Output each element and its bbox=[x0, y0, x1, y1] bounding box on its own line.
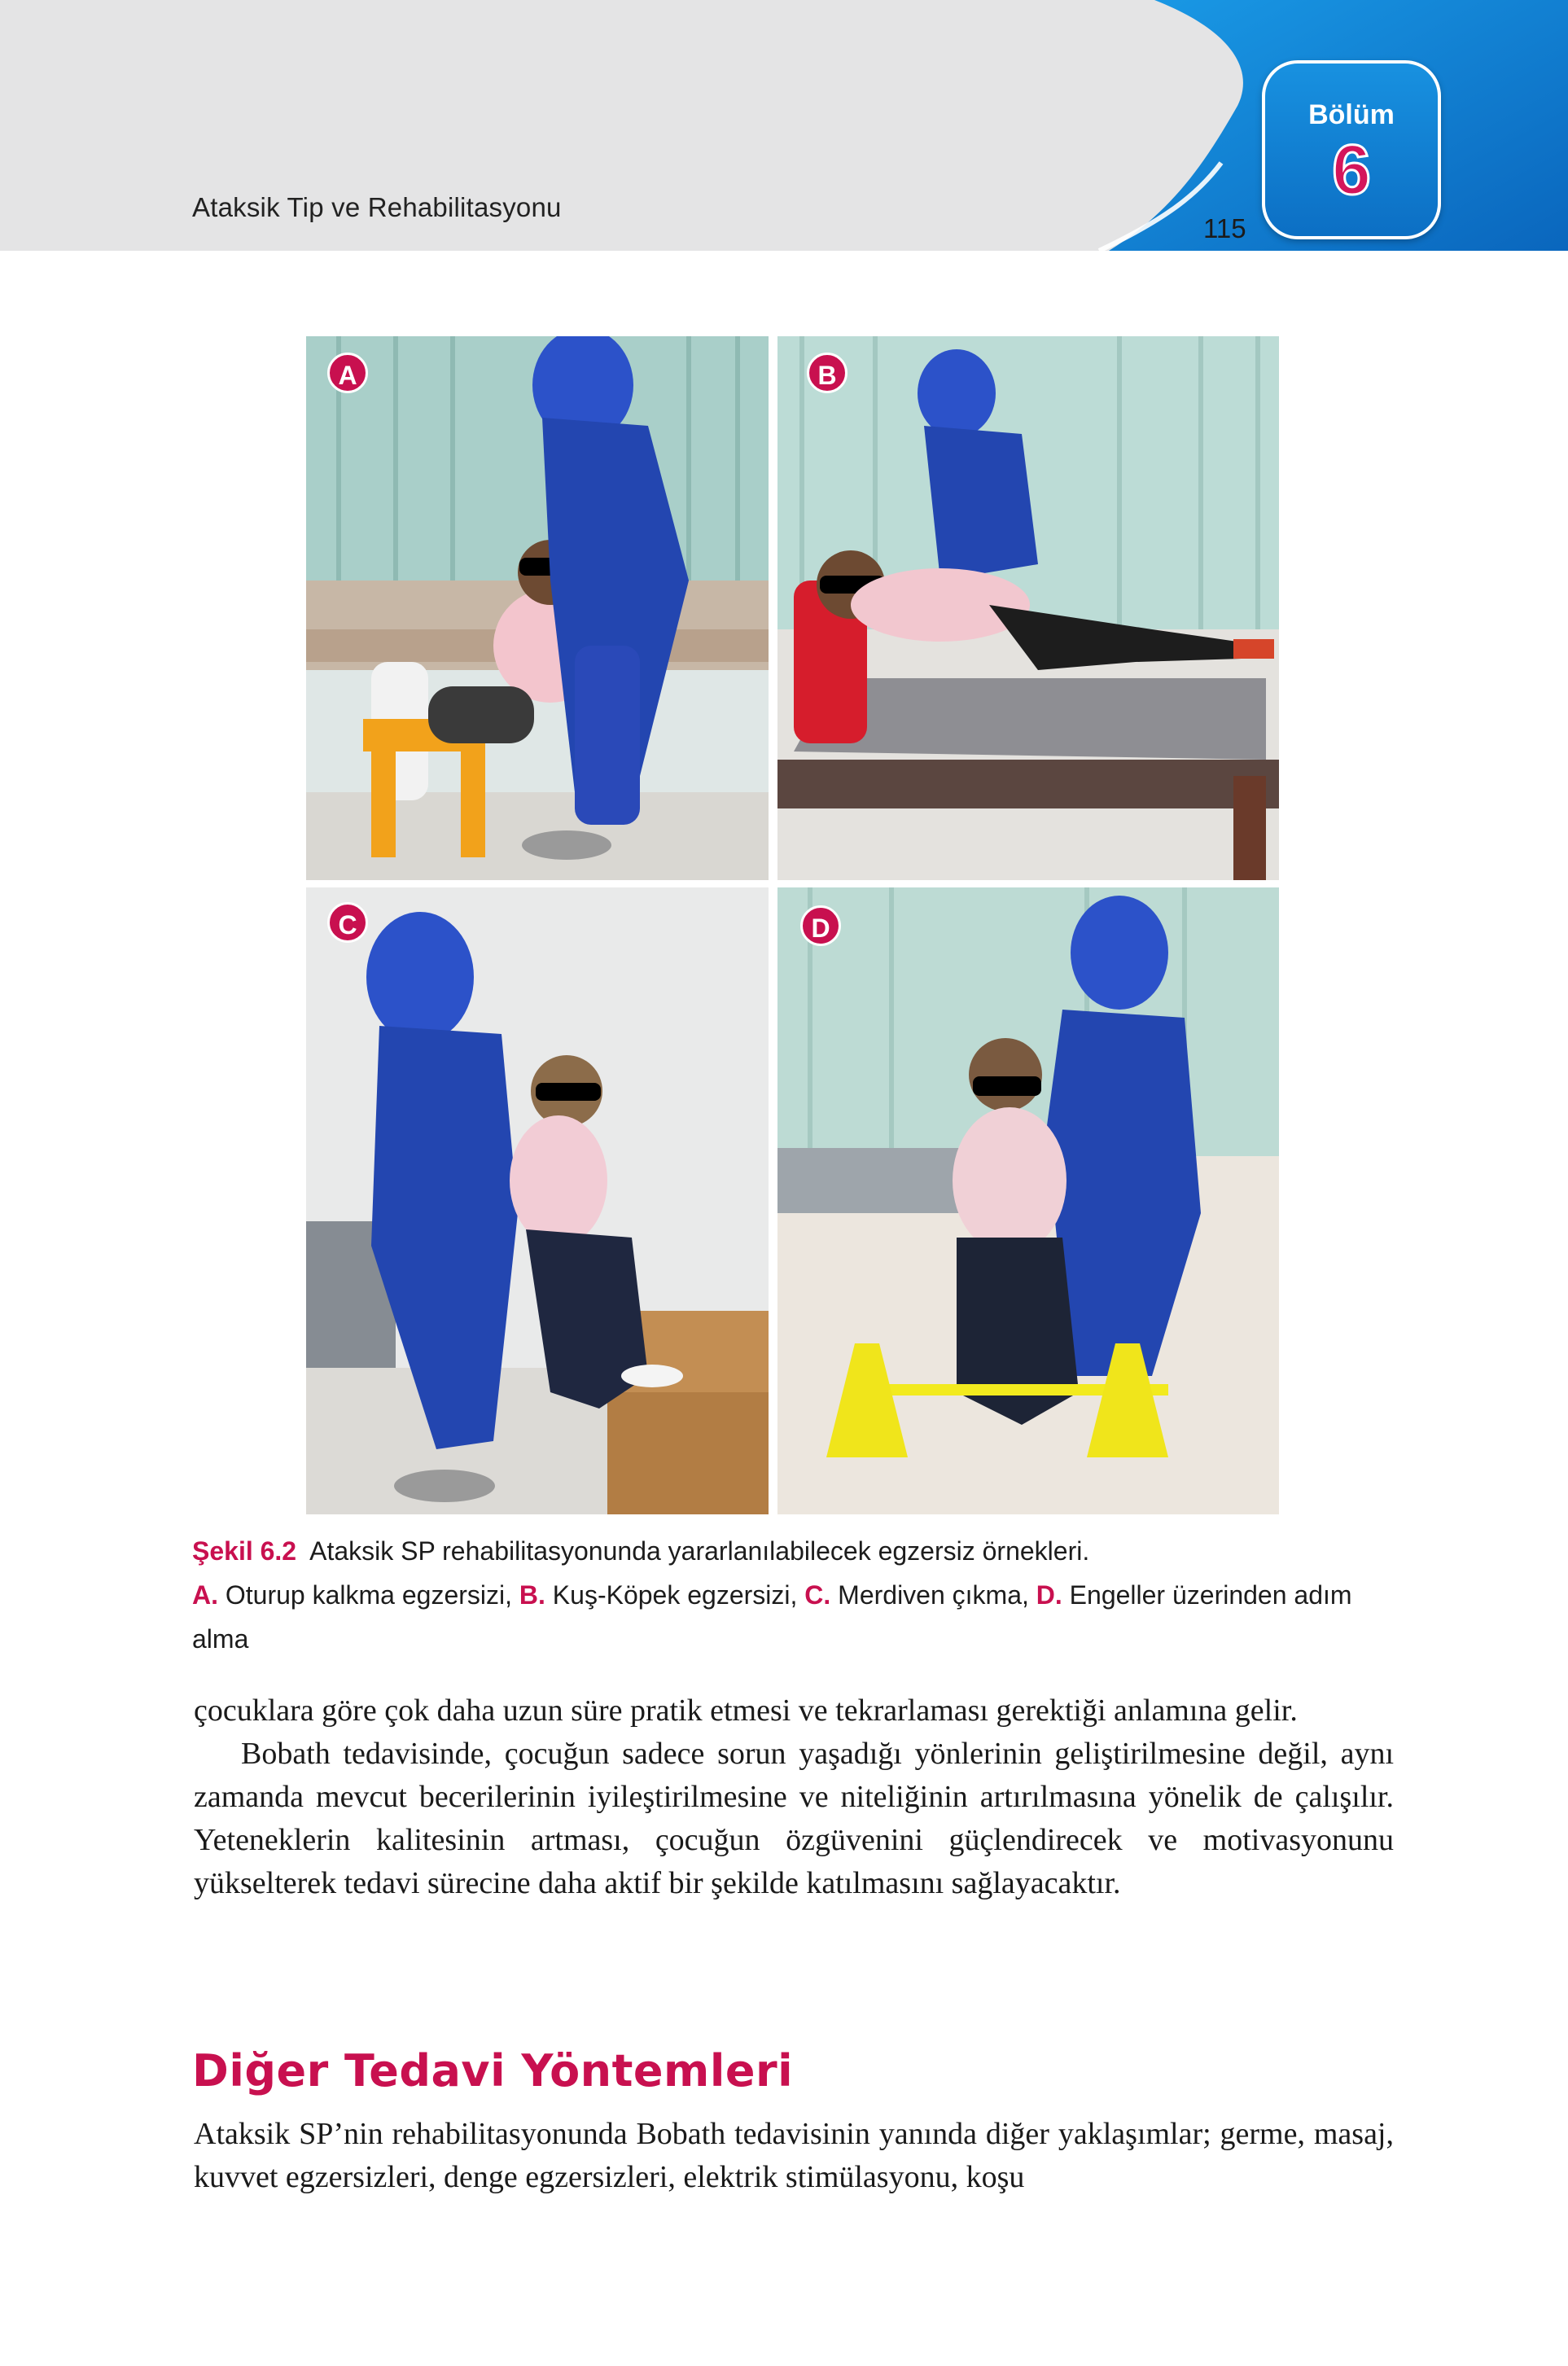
figure-id: Şekil 6.2 bbox=[192, 1536, 297, 1566]
paragraph-continuation: çocuklara göre çok daha uzun süre pratik etmesi ve tekrarlaması gerektiği anlamına gelir. bbox=[194, 1693, 1298, 1728]
chapter-number: 6 bbox=[1332, 131, 1371, 209]
caption-line-2 bbox=[192, 1573, 1413, 1661]
photo-panel-a bbox=[306, 336, 769, 880]
chapter-label: Bölüm bbox=[1308, 99, 1395, 130]
photo-c-illustration bbox=[306, 887, 769, 1514]
caption-line-1 bbox=[192, 1529, 1413, 1573]
photo-panel-c bbox=[306, 887, 769, 1514]
running-title: Ataksik Tip ve Rehabilitasyonu bbox=[192, 192, 562, 222]
caption-letter-d: D. bbox=[1036, 1580, 1062, 1610]
photo-b-illustration bbox=[777, 336, 1279, 880]
caption-item-c: Merdiven çıkma, bbox=[838, 1580, 1029, 1610]
photo-panel-d bbox=[777, 887, 1279, 1514]
photo-a-illustration bbox=[306, 336, 769, 880]
caption-letter-b: B. bbox=[519, 1580, 545, 1610]
caption-letter-a: A. bbox=[192, 1580, 218, 1610]
paragraph-other-methods: Ataksik SP’nin rehabilitasyonunda Bobath tedavisinin yanında diğer yaklaşımlar; germe, masaj, kuvvet egzersizleri, denge egzersizleri, elektrik stimülasyonu, koşu bbox=[194, 2117, 1394, 2194]
caption-item-a: Oturup kalkma egzersizi, bbox=[225, 1580, 513, 1610]
figure-caption bbox=[192, 1529, 1413, 1661]
panel-label-c: C bbox=[327, 902, 368, 943]
caption-letter-c: C. bbox=[804, 1580, 831, 1610]
photo-panel-b bbox=[777, 336, 1279, 880]
paragraph-bobath: Bobath tedavisinde, çocuğun sadece sorun yaşadığı yönlerinin geliştirilmesine değil, aynı zamanda mevcut becerilerinin iyileştirilmesine ve niteliğinin artırılmasına yönelik de çalışılır. Yeteneklerin kalitesinin artması, çocuğun özgüvenini güçlendirecek ve motivasyonunu yükselterek tedavi sürecine daha aktif bir şekilde katılmasını sağlayacaktır. bbox=[194, 1737, 1394, 1900]
body-text-bottom bbox=[194, 2113, 1394, 2199]
page-number: 115 bbox=[1203, 213, 1246, 243]
panel-label-a: A bbox=[327, 353, 368, 393]
caption-title: Ataksik SP rehabilitasyonunda yararlanılabilecek egzersiz örnekleri. bbox=[309, 1536, 1090, 1566]
panel-label-d: D bbox=[800, 905, 841, 946]
section-heading: Diğer Tedavi Yöntemleri bbox=[192, 2045, 794, 2097]
caption-item-b: Kuş-Köpek egzersizi, bbox=[552, 1580, 798, 1610]
body-text-top bbox=[194, 1689, 1394, 1905]
caption-item-d: Engeller üzerinden adım alma bbox=[192, 1580, 1352, 1654]
panel-label-b: B bbox=[807, 353, 848, 393]
photo-d-illustration bbox=[777, 887, 1279, 1514]
chapter-tab bbox=[1262, 60, 1441, 239]
